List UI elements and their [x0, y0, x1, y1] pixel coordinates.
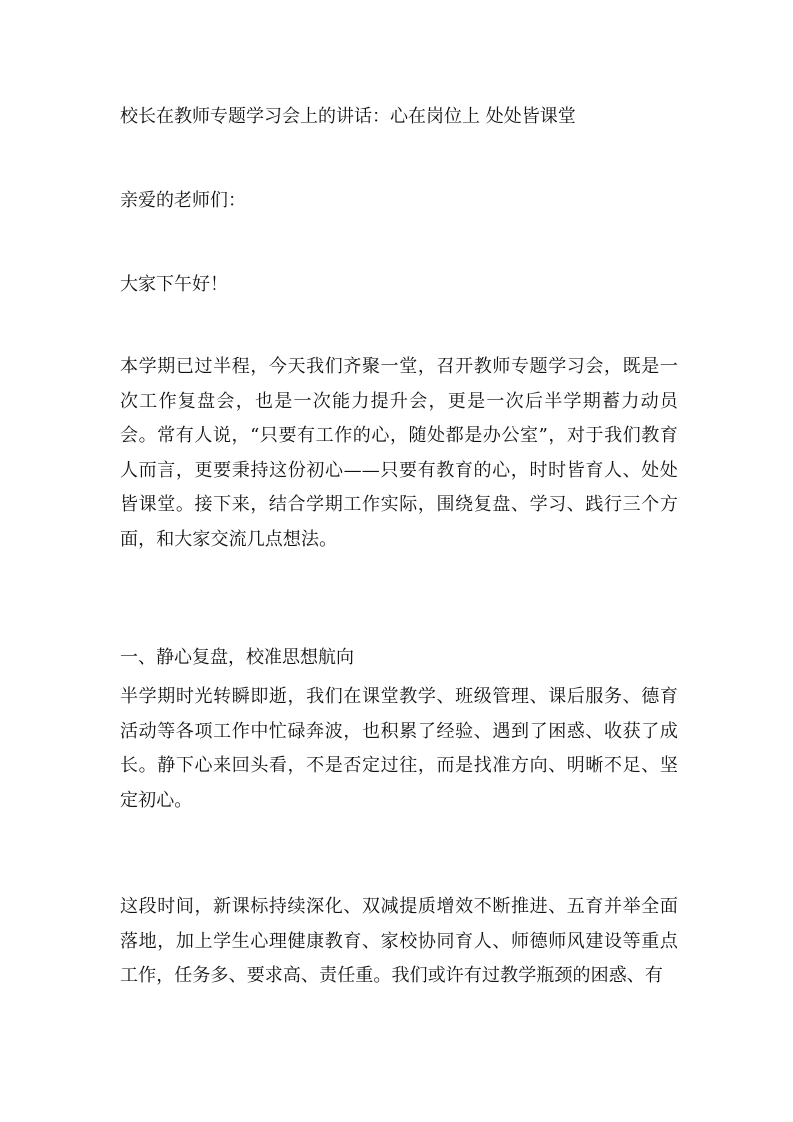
salutation: 亲爱的老师们： — [120, 190, 246, 211]
paragraph-intro: 本学期已过半程，今天我们齐聚一堂，召开教师专题学习会，既是一次工作复盘会，也是一次能力提升会，更是一次后半学期蓄力动员会。常有人说，“只要有工作的心，随处都是办公室”，对于我们教育人而言，更要秉持这份初心——只要有教育的心，时时皆育人、处处皆课堂。接下来，结合学期工作实际，围绕复盘、学习、践行三个方面，和大家交流几点想法。 — [120, 356, 678, 550]
document-page — [120, 0, 680, 1122]
paragraph-context: 这段时间，新课标持续深化、双减提质增效不断推进、五育并举全面落地，加上学生心理健康教育、家校协同育人、师德师风建设等重点工作，任务多、要求高、责任重。我们或许有过教学瓶颈的困惑、有 — [120, 896, 678, 987]
paragraph-review: 半学期时光转瞬即逝，我们在课堂教学、班级管理、课后服务、德育活动等各项工作中忙碌奔波，也积累了经验、遇到了困惑、收获了成长。静下心来回头看，不是否定过往，而是找准方向、明晰不足、坚定初心。 — [120, 686, 678, 811]
section-heading-1: 一、静心复盘，校准思想航向 — [120, 647, 354, 668]
document-title: 校长在教师专题学习会上的讲话：心在岗位上 处处皆课堂 — [120, 106, 576, 127]
greeting: 大家下午好！ — [120, 274, 228, 295]
